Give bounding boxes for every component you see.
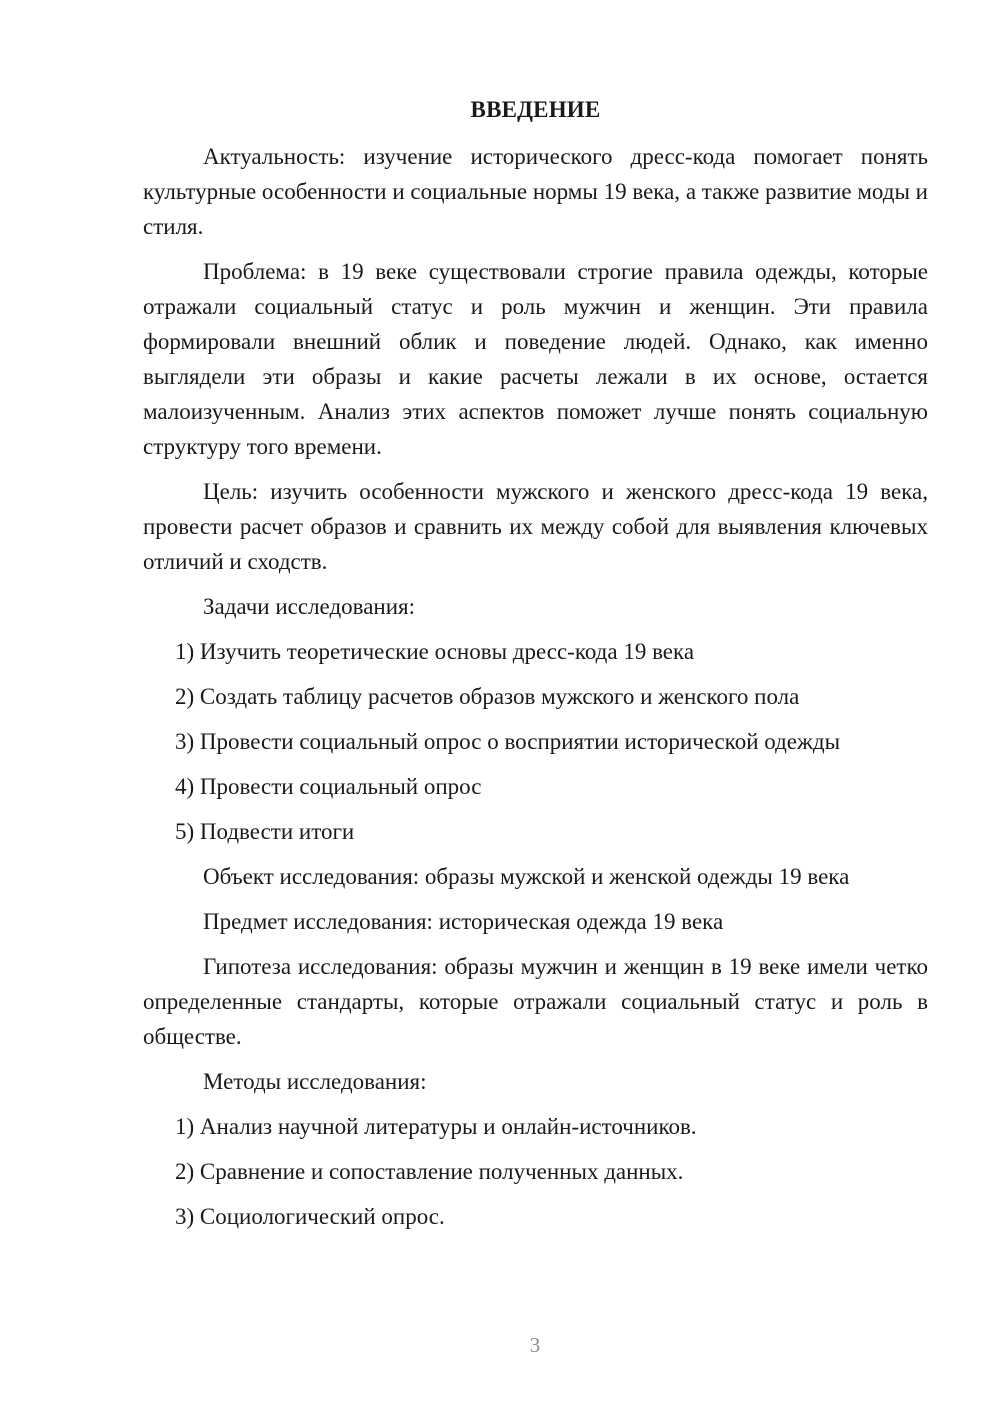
method-item: 2) Сравнение и сопоставление полученных данных. <box>175 1159 684 1184</box>
method-item: 1) Анализ научной литературы и онлайн-источников. <box>175 1114 697 1139</box>
document-page <box>143 92 928 1244</box>
tasks-title: Задачи исследования: <box>203 594 416 619</box>
page-number: 3 <box>529 1333 541 1357</box>
goal-paragraph: Цель: изучить особенности мужского и женского дресс-кода 19 века, провести расчет образов и сравнить их между собой для выявления ключевых отличий и сходств. <box>143 479 928 574</box>
problem-paragraph: Проблема: в 19 веке существовали строгие правила одежды, которые отражали социальный статус и роль мужчин и женщин. Эти правила формировали внешний облик и поведение людей. Однако, как именно выглядели эти образы и какие расчеты лежали в их основе, остается малоизученным. Анализ этих аспектов поможет лучше понять социальную структуру того времени. <box>143 259 928 459</box>
task-item: 2) Создать таблицу расчетов образов мужского и женского пола <box>175 684 800 709</box>
methods-title: Методы исследования: <box>203 1069 427 1094</box>
task-item: 3) Провести социальный опрос о восприятии исторической одежды <box>175 729 841 754</box>
task-item: 4) Провести социальный опрос <box>175 774 482 799</box>
subject-line: Предмет исследования: историческая одежда 19 века <box>203 909 724 934</box>
task-item: 1) Изучить теоретические основы дресс-кода 19 века <box>175 639 695 664</box>
task-item: 5) Подвести итоги <box>175 819 355 844</box>
relevance-paragraph: Актуальность: изучение исторического дресс-кода помогает понять культурные особенности и социальные нормы 19 века, а также развитие моды и стиля. <box>143 144 928 239</box>
object-line: Объект исследования: образы мужской и женской одежды 19 века <box>203 864 850 889</box>
hypothesis-paragraph: Гипотеза исследования: образы мужчин и женщин в 19 веке имели четко определенные стандарты, которые отражали социальный статус и роль в обществе. <box>143 954 928 1049</box>
section-heading: ВВЕДЕНИЕ <box>470 97 601 122</box>
method-item: 3) Социологический опрос. <box>175 1204 445 1229</box>
